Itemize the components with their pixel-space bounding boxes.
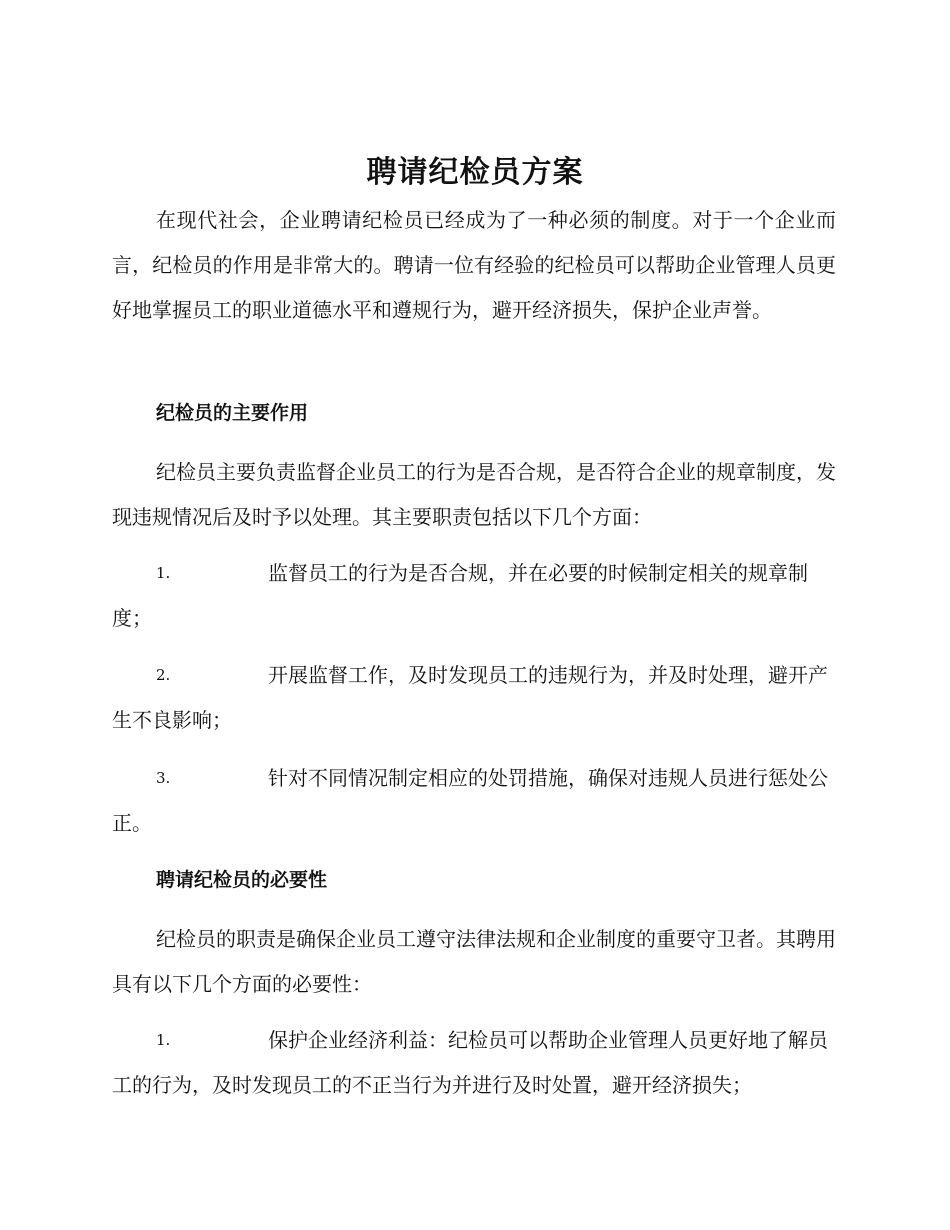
list-item-text: 开展监督工作，及时发现员工的违规行为，并及时处理，避开产生不良影响； [112,663,828,732]
list-item [112,653,836,743]
document-title: 聘请纪检员方案 [366,155,584,190]
list-item-text: 保护企业经济利益：纪检员可以帮助企业管理人员更好地了解员工的行为，及时发现员工的不正当行为并进行及时处置，避开经济损失； [112,1028,828,1097]
list-item [112,1018,836,1108]
list-number: 1. [156,1031,171,1049]
list-item [112,756,836,846]
section-paragraph-main-role: 纪检员主要负责监督企业员工的行为是否合规，是否符合企业的规章制度，发现违规情况后及时予以处理。其主要职责包括以下几个方面： [112,460,836,529]
section-heading-main-role: 纪检员的主要作用 [156,402,309,424]
intro-paragraph: 在现代社会，企业聘请纪检员已经成为了一种必须的制度。对于一个企业而言，纪检员的作用是非常大的。聘请一位有经验的纪检员可以帮助企业管理人员更好地掌握员工的职业道德水平和遵规行为，避开经济损失，保护企业声誉。 [112,208,836,322]
list-number: 2. [156,666,171,684]
list-item-text: 针对不同情况制定相应的处罚措施，确保对违规人员进行惩处公正。 [112,766,828,835]
list-number: 3. [156,769,171,787]
section-paragraph-necessity: 纪检员的职责是确保企业员工遵守法律法规和企业制度的重要守卫者。其聘用具有以下几个方面的必要性： [112,927,836,996]
list-number: 1. [156,564,171,582]
list-item [112,551,836,641]
section-heading-necessity: 聘请纪检员的必要性 [156,869,328,891]
list-item-text: 监督员工的行为是否合规，并在必要的时候制定相关的规章制度； [112,561,808,630]
